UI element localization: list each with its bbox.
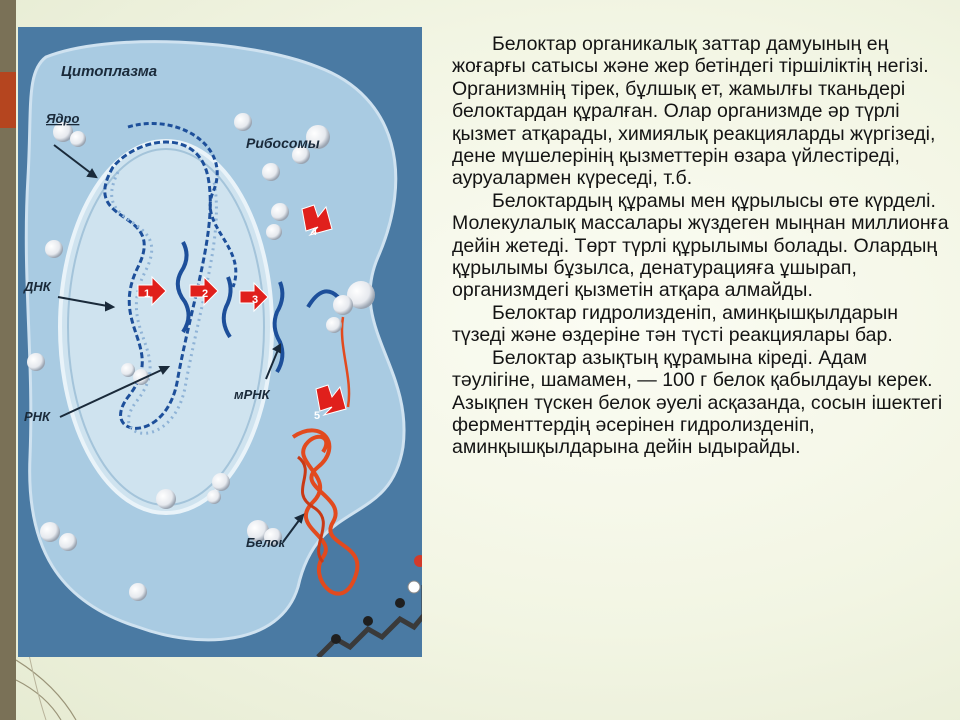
step-number-5: 5 xyxy=(314,410,321,422)
main-text-block xyxy=(452,33,952,459)
ribosome xyxy=(27,353,45,371)
ribosome xyxy=(40,522,60,542)
label-rna: РНК xyxy=(24,409,51,424)
ribosome xyxy=(266,224,282,240)
paragraph-1: Белоктар органикалық заттар дамуының ең жоғарғы сатысы және жер бетіндегі тіршіліктің негізі. Организмнің тірек, бұлшық ет, жамылғы тканьдері белоктардан құралған. Олар организмде әр түрлі қызмет атқарады, химиялық реакцияларды жүргізеді, дене мүшелерінің қызметтерін өзара үйлестіреді, ауруалармен күреседі, т.б. xyxy=(452,33,936,190)
label-ribosomes: Рибосомы xyxy=(246,135,320,151)
ribosome xyxy=(121,363,135,377)
ribosome xyxy=(234,113,252,131)
ribosome xyxy=(207,490,221,504)
figure-svg xyxy=(18,27,422,657)
step-number-3: 3 xyxy=(252,294,259,306)
label-protein: Белок xyxy=(246,535,286,550)
label-nucleus: Ядро xyxy=(46,111,80,126)
ribosome xyxy=(129,583,147,601)
step-number-4: 4 xyxy=(311,226,318,238)
ribosome xyxy=(326,317,342,333)
step-number-1: 1 xyxy=(144,288,151,300)
paragraph-3: Белоктар гидролизденіп, аминқышқылдарын түзеді және өздеріне тән түсті реакциялары бар. xyxy=(452,301,899,347)
ribosome xyxy=(70,131,86,147)
paragraph-4: Белоктар азықтың құрамына кіреді. Адам тәулігіне, шамамен, — 100 г белок қабылдауы керек. Азықпен түскен белок әуелі асқазанда, сосын ішектегі ферменттердің әсерінен гидролизденіп, аминқышқылдарына дейін ыдырайды. xyxy=(452,346,943,459)
paragraph-2: Белоктардың құрамы мен құрылысы өте күрделі. Молекулалық массалары жүздеген мыңнан миллионға дейін жетеді. Төрт түрлі құрылымы болады. Олардың құрылымы бұзылса, денатурацияға ұшырап, организмдегі қызметін атқара алмайды. xyxy=(452,189,949,302)
protein-synthesis-figure xyxy=(18,27,422,657)
ribosome xyxy=(271,203,289,221)
ribosome xyxy=(45,240,63,258)
ribosome xyxy=(212,473,230,491)
ribosome xyxy=(333,295,353,315)
label-dna: ДНК xyxy=(24,279,51,294)
label-cytoplasm: Цитоплазма xyxy=(61,63,158,80)
nucleus xyxy=(60,141,272,513)
ribosome xyxy=(156,489,176,509)
ribosome xyxy=(262,163,280,181)
step-number-2: 2 xyxy=(202,288,209,300)
ribosome xyxy=(59,533,77,551)
label-mrna: мРНК xyxy=(234,387,270,402)
left-accent-block xyxy=(0,72,16,128)
